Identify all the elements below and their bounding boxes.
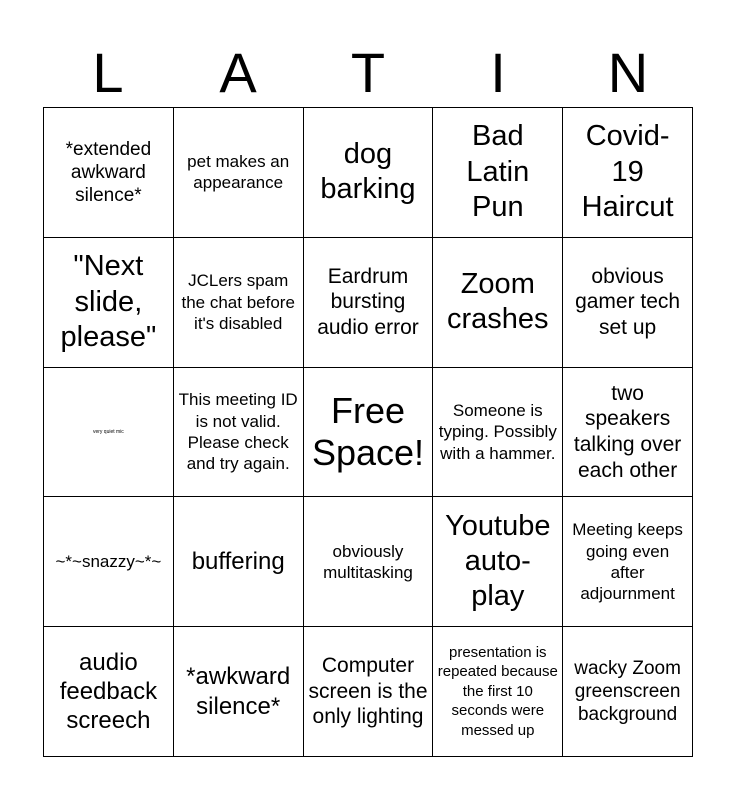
cell-text: Free Space!: [311, 389, 425, 473]
bingo-cell[interactable]: [433, 368, 563, 498]
cell-text: Bad Latin Pun: [466, 120, 530, 224]
bingo-cell[interactable]: [174, 627, 304, 757]
bingo-cell[interactable]: [174, 368, 304, 498]
cell-text: ~*~snazzy~*~: [55, 552, 162, 572]
bingo-cell[interactable]: [433, 627, 563, 757]
bingo-cell[interactable]: [304, 368, 434, 498]
cell-text: pet makes an appearance: [187, 152, 290, 193]
bingo-cell[interactable]: [563, 627, 693, 757]
cell-text: wacky Zoom greenscreen background: [574, 657, 681, 726]
bingo-grid: [43, 107, 693, 757]
bingo-cell[interactable]: [44, 238, 174, 368]
bingo-cell[interactable]: [304, 108, 434, 238]
cell-text: presentation is repeated because the first 10 seconds were messed up: [437, 643, 558, 739]
title-letter: L: [92, 41, 124, 104]
bingo-cell[interactable]: [304, 627, 434, 757]
cell-text: This meeting ID is not valid. Please check and try again.: [178, 390, 298, 474]
bingo-cell[interactable]: [44, 497, 174, 627]
cell-text: obvious gamer tech set up: [575, 264, 681, 339]
bingo-cell[interactable]: [174, 497, 304, 627]
bingo-cell[interactable]: [433, 108, 563, 238]
cell-text: Computer screen is the only lighting: [308, 654, 428, 729]
cell-text: Youtube auto-play: [445, 509, 551, 613]
bingo-cell[interactable]: [304, 497, 434, 627]
bingo-cell[interactable]: [44, 368, 174, 498]
cell-text: dog barking: [320, 138, 416, 206]
cell-text: JCLers spam the chat before it's disabled: [181, 271, 295, 333]
bingo-cell[interactable]: [563, 497, 693, 627]
bingo-cell[interactable]: [44, 108, 174, 238]
cell-text: *awkward silence*: [186, 663, 291, 720]
cell-text: two speakers talking over each other: [573, 381, 682, 482]
cell-text: *extended awkward silence*: [65, 138, 152, 206]
cell-text: audio feedback screech: [59, 648, 158, 735]
cell-text: Someone is typing. Possibly with a hammer.: [438, 401, 557, 463]
cell-text: "Next slide, please": [60, 250, 157, 353]
cell-text: Zoom crashes: [447, 267, 549, 336]
bingo-cell[interactable]: [174, 238, 304, 368]
cell-text: very quiet mic: [92, 428, 124, 435]
bingo-cell[interactable]: [563, 238, 693, 368]
bingo-cell[interactable]: [563, 108, 693, 238]
title-letter: A: [219, 41, 257, 104]
bingo-cell[interactable]: [433, 497, 563, 627]
cell-text: buffering: [191, 548, 285, 576]
title-letter: N: [607, 41, 649, 104]
cell-text: obviously multitasking: [323, 541, 413, 582]
bingo-cell[interactable]: [433, 238, 563, 368]
bingo-title: [43, 40, 693, 106]
bingo-cell[interactable]: [174, 108, 304, 238]
bingo-cell[interactable]: [563, 368, 693, 498]
bingo-cell[interactable]: [44, 627, 174, 757]
bingo-cell[interactable]: [304, 238, 434, 368]
cell-text: Eardrum bursting audio error: [317, 264, 419, 339]
title-letter: T: [350, 41, 386, 104]
cell-text: Covid-19 Haircut: [581, 120, 674, 224]
title-letter: I: [490, 41, 506, 104]
cell-text: Meeting keeps going even after adjournment: [572, 520, 683, 604]
